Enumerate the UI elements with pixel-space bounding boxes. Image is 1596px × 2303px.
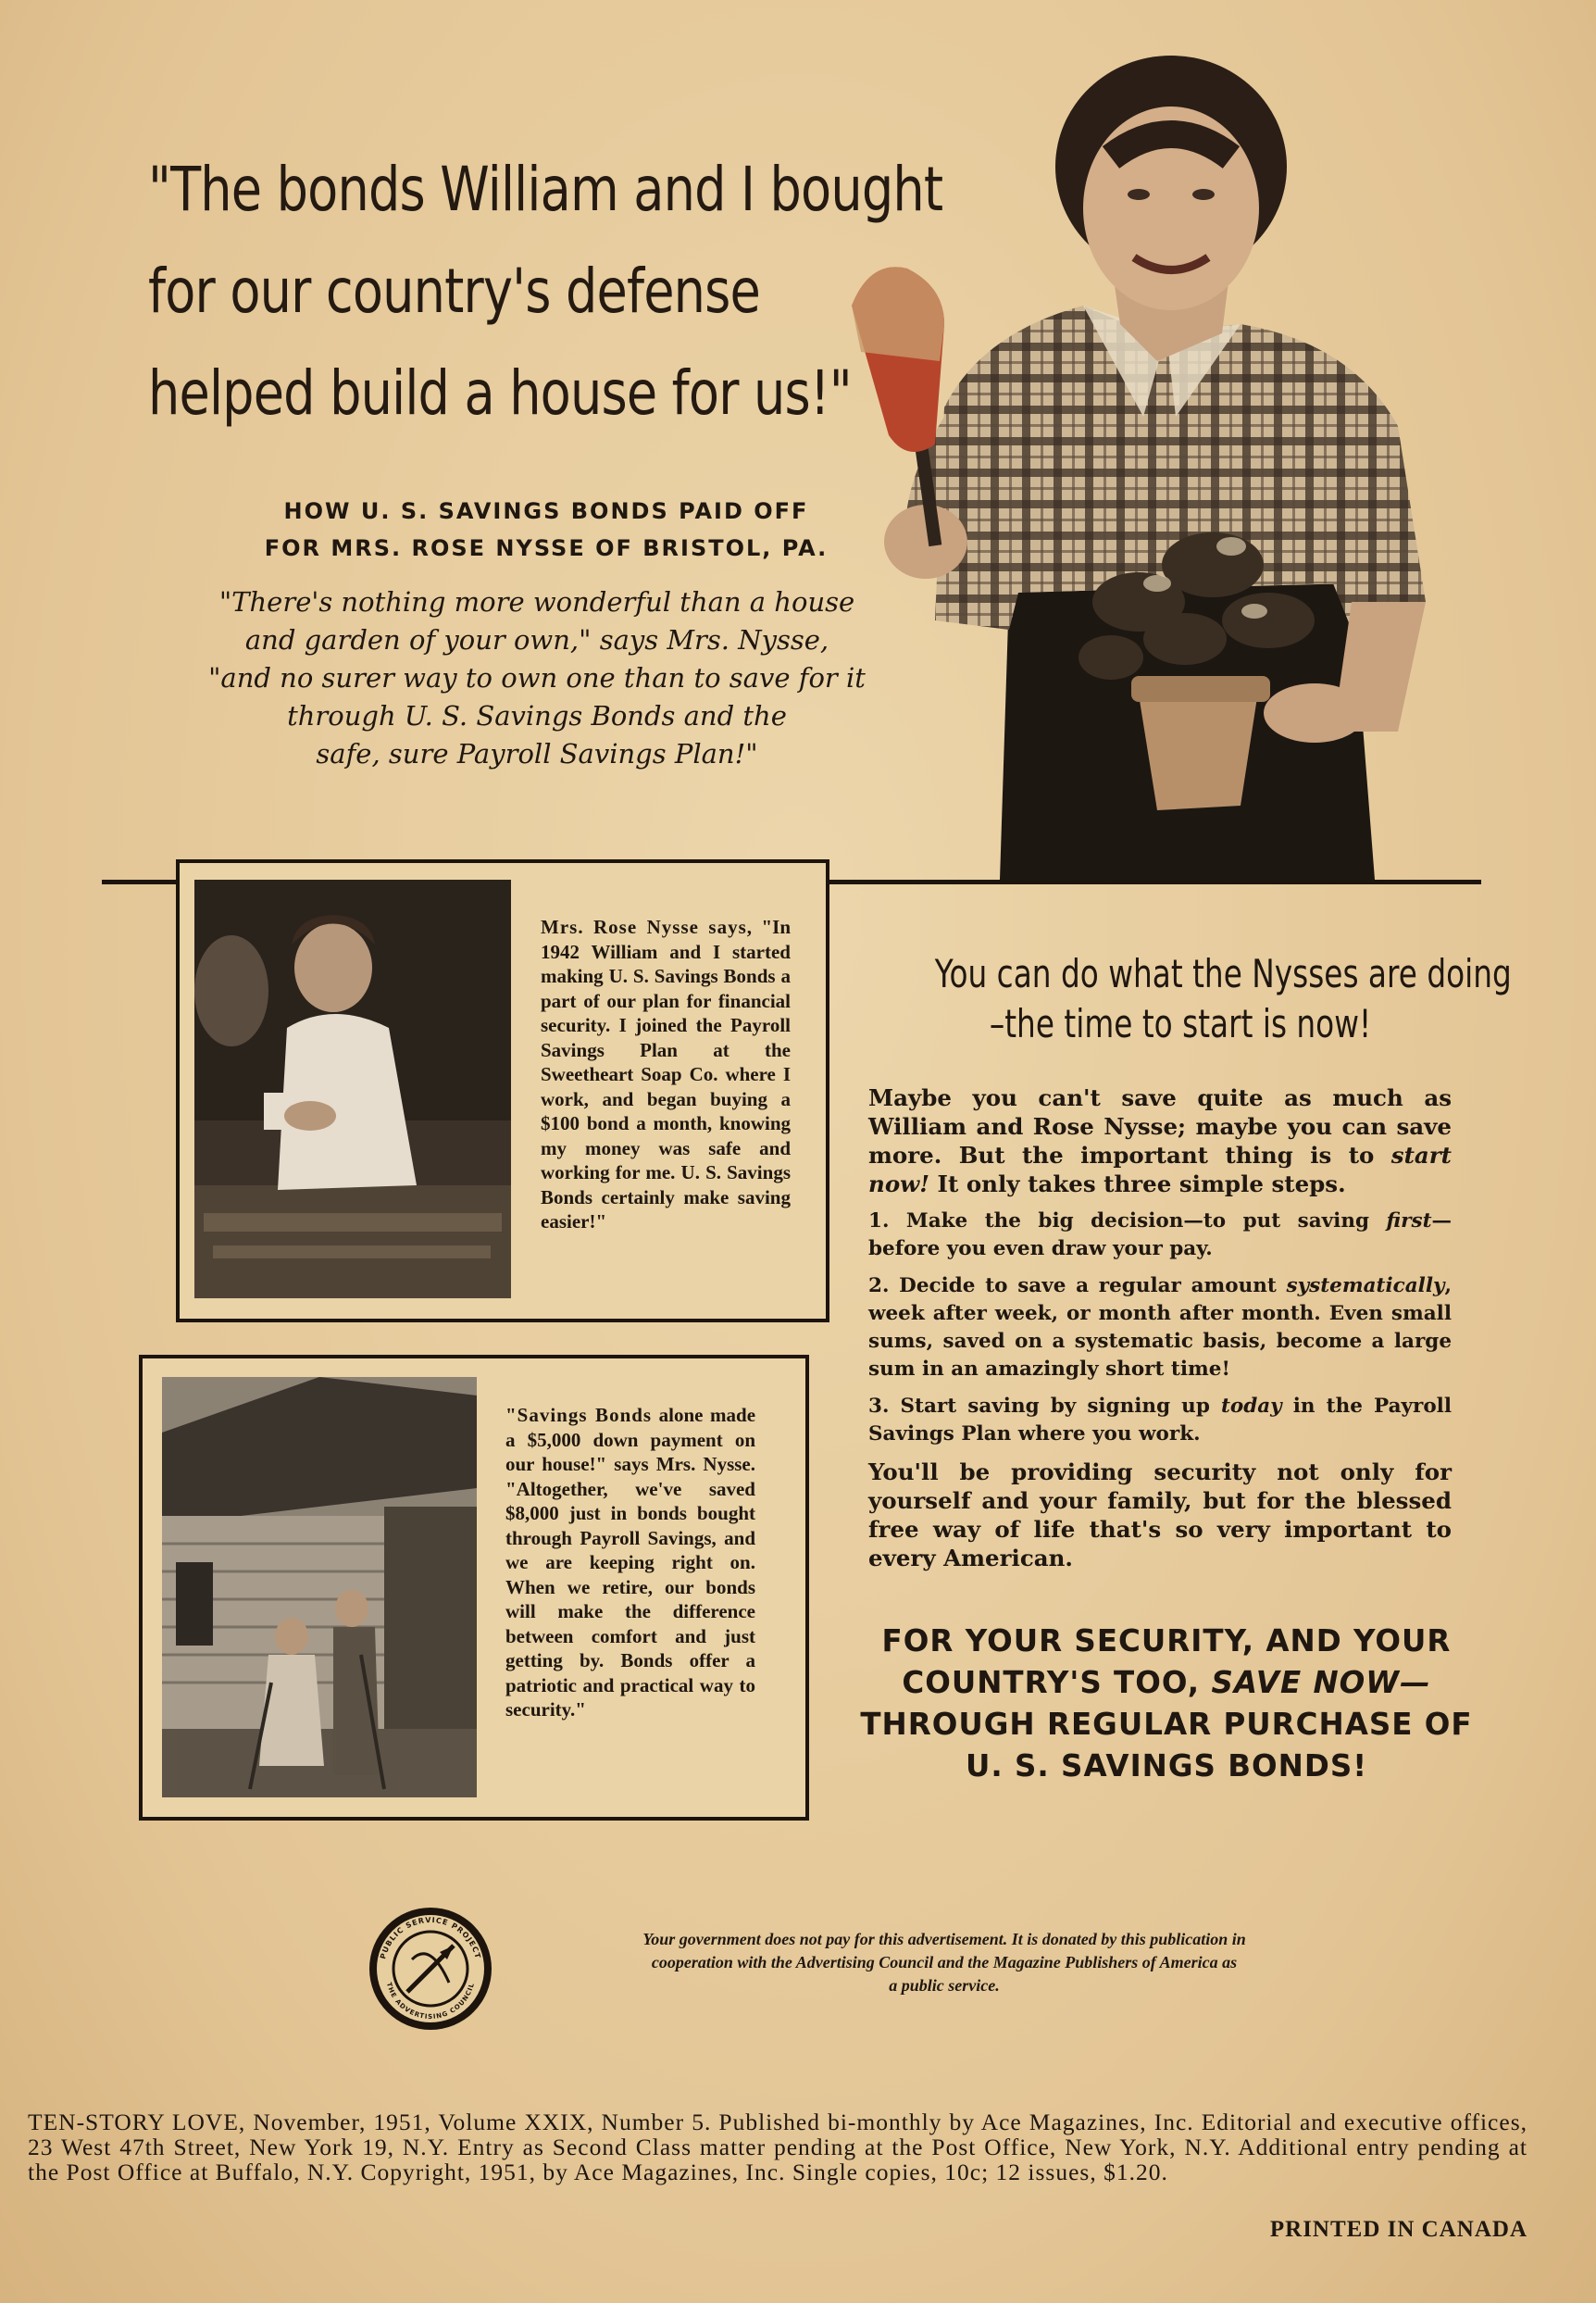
step-3-b: in the Payroll Savings Plan where you work. <box>868 1395 1452 1446</box>
step-1-b: — before you even draw your pay. <box>868 1209 1452 1260</box>
body-closing: You'll be providing security not only for yourself and your family, but for the blessed free way of life that's so very important to every American. <box>868 1458 1452 1571</box>
advertising-council-seal-icon <box>366 1904 495 2034</box>
cta-line-2em: SAVE NOW— <box>1211 1665 1431 1700</box>
seal-top-text: PUBLIC SERVICE PROJECT <box>379 1915 482 1960</box>
public-service-notice <box>518 1928 1370 1997</box>
step-1-a: 1. Make the big decision—to put saving <box>868 1209 1387 1233</box>
step-2 <box>868 1272 1452 1383</box>
seal-bottom-text: THE ADVERTISING COUNCIL <box>384 1981 477 2021</box>
photo-couple-gardening <box>162 1377 477 1797</box>
headline <box>148 139 943 444</box>
call-to-action <box>852 1621 1481 1787</box>
intro-quote-line-2: and garden of your own," says Mrs. Nysse, <box>244 624 829 656</box>
subhead-line-2: FOR MRS. ROSE NYSSE OF BRISTOL, PA. <box>264 535 829 561</box>
intro-quote-line-5: safe, sure Payroll Savings Plan!" <box>316 738 758 770</box>
cta-line-4: U. S. SAVINGS BONDS! <box>965 1748 1368 1784</box>
headline-line-3: helped build a house for us!" <box>148 357 852 429</box>
notice-line-1: Your government does not pay for this advertisement. It is donated by this publication in <box>642 1930 1246 1948</box>
intro-quote-line-3: "and no surer way to own one than to save for it <box>208 662 866 694</box>
step-1-em: first <box>1386 1209 1432 1233</box>
body-intro-b: It only takes three simple steps. <box>929 1170 1346 1197</box>
body-intro <box>868 1083 1452 1198</box>
subhead-line-1: HOW U. S. SAVINGS BONDS PAID OFF <box>283 498 809 524</box>
headline-line-2: for our country's defense <box>148 256 761 327</box>
subheadline-line-1: You can do what the Nysses are doing <box>934 951 1512 996</box>
step-3-em: today <box>1220 1395 1282 1418</box>
publication-footer: TEN-STORY LOVE, November, 1951, Volume XXIX, Number 5. Published bi-monthly by Ace Magazines, Inc. Editorial and executive offices, 23 West 47th Street, New York 19, N.Y. Entry as Second Class matter pending at the Post Office, New York, N.Y. Additional entry pending at the Post Office at Buffalo, N.Y. Copyright, 1951, by Ace Magazines, Inc. Single copies, 10c; 12 issues, $1.20. <box>28 2109 1527 2185</box>
subheadline-line-2: –the time to start is now! <box>989 1001 1372 1046</box>
notice-line-2: cooperation with the Advertising Council and the Magazine Publishers of America as <box>651 1953 1238 1971</box>
step-3-a: 3. Start saving by signing up <box>868 1395 1221 1418</box>
step-3 <box>868 1393 1452 1448</box>
step-2-a: 2. Decide to save a regular amount <box>868 1274 1287 1297</box>
step-1 <box>868 1208 1452 1263</box>
testimonial-1-caption <box>541 915 791 1234</box>
step-2-em: systematically <box>1286 1274 1445 1297</box>
photo-rose-at-work <box>194 880 511 1298</box>
cta-line-1: FOR YOUR SECURITY, AND YOUR <box>881 1623 1452 1658</box>
testimonial-1-lead: Mrs. Rose Nysse says, <box>541 916 754 938</box>
subheadline <box>934 949 1512 1049</box>
hero-photo <box>833 28 1500 880</box>
step-2-b: , week after week, or month after month. Even small sums, saved on a systematic basis, become a large sum in an amazingly short time! <box>868 1274 1452 1381</box>
notice-line-3: a public service. <box>889 1976 1000 1995</box>
headline-line-1: "The bonds William and I bought <box>148 154 943 225</box>
cta-line-3: THROUGH REGULAR PURCHASE OF <box>860 1707 1473 1742</box>
body-copy <box>868 1083 1452 1582</box>
cta-line-2a: COUNTRY'S TOO, <box>902 1665 1212 1700</box>
testimonial-1-text: "In 1942 William and I started making U. S. Savings Bonds a part of our plan for financial security. I joined the Payroll Savings Plan at the Sweetheart Soap Co. where I work, and began buying a $100 bond a month, knowing my money was safe and working for me. U. S. Savings Bonds certainly make saving easier!" <box>541 916 792 1233</box>
printed-in-canada: PRINTED IN CANADA <box>1269 2217 1527 2242</box>
intro-quote-line-1: "There's nothing more wonderful than a house <box>218 586 855 618</box>
intro-quote <box>157 583 916 773</box>
subhead <box>241 493 852 567</box>
cta-line-2 <box>852 1662 1481 1704</box>
testimonial-2-caption <box>505 1403 755 1722</box>
testimonial-2-text: alone made a $5,000 down payment on our house!" says Mrs. Nysse. "Altogether, we've saved $8,000 just in bonds bought through Payroll Savings, and we are keeping right on. When we retire, our bonds will make the difference between comfort and just getting by. Bonds offer a patriotic and practical way to security." <box>505 1404 756 1721</box>
intro-quote-line-4: through U. S. Savings Bonds and the <box>287 700 787 732</box>
body-intro-em: start now! <box>868 1142 1452 1197</box>
body-intro-a: Maybe you can't save quite as much as William and Rose Nysse; maybe you can save more. But the important thing is to <box>868 1084 1452 1169</box>
testimonial-2-lead: "Savings Bonds <box>505 1404 653 1426</box>
